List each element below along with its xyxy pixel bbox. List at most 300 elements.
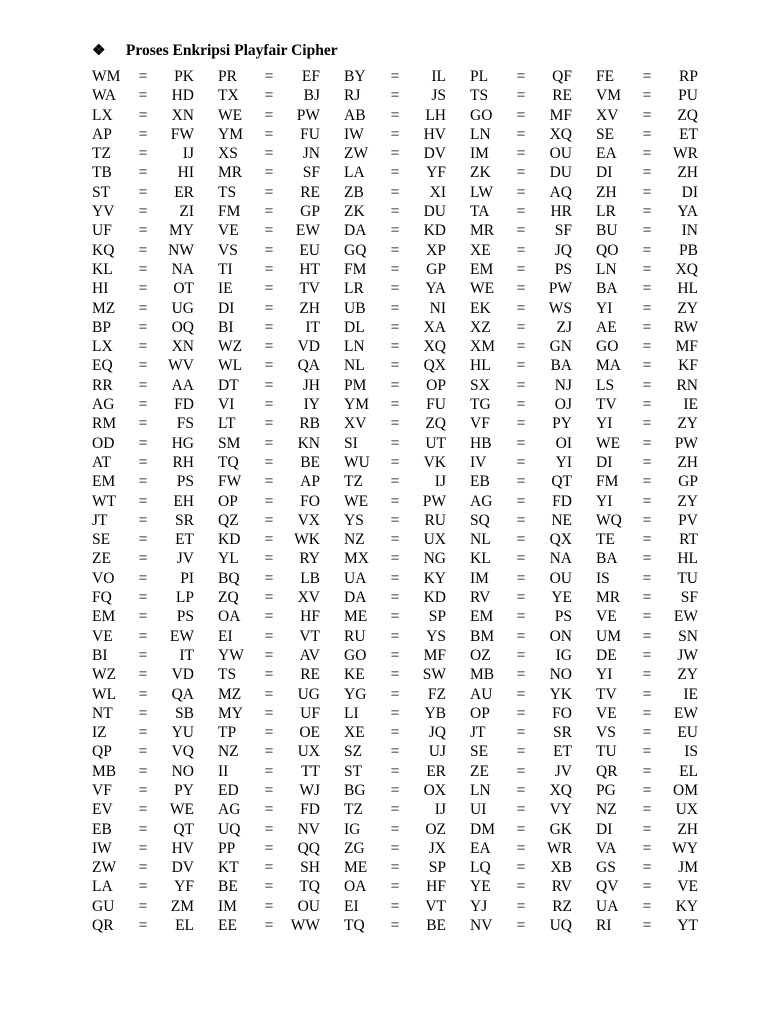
digraph-row <box>218 376 344 395</box>
digraph-row <box>92 820 218 839</box>
digraph-row <box>92 106 218 125</box>
plaintext-pair: TE <box>596 531 615 549</box>
plaintext-pair: LS <box>596 376 615 394</box>
plaintext-pair: BE <box>218 878 238 896</box>
plaintext-pair: SE <box>92 531 111 549</box>
equals-sign: = <box>264 724 274 742</box>
equals-sign: = <box>390 318 400 336</box>
ciphertext-pair: EU <box>677 724 698 742</box>
equals-sign: = <box>642 859 652 877</box>
equals-sign: = <box>390 164 400 182</box>
plaintext-pair: XV <box>344 415 367 433</box>
digraph-row <box>344 858 470 877</box>
plaintext-pair: IM <box>470 145 489 163</box>
ciphertext-pair: PW <box>296 106 320 124</box>
ciphertext-pair: ZY <box>677 415 698 433</box>
ciphertext-pair: RH <box>172 453 194 471</box>
ciphertext-pair: EW <box>169 627 194 645</box>
plaintext-pair: II <box>218 762 229 780</box>
ciphertext-pair: ET <box>175 531 194 549</box>
digraph-row <box>344 221 470 240</box>
ciphertext-pair: XB <box>550 859 572 877</box>
ciphertext-pair: YF <box>426 164 446 182</box>
equals-sign: = <box>516 917 526 935</box>
digraph-row <box>344 279 470 298</box>
ciphertext-pair: WW <box>290 917 320 935</box>
digraph-row <box>596 279 722 298</box>
plaintext-pair: KD <box>218 531 241 549</box>
equals-sign: = <box>264 646 274 664</box>
ciphertext-pair: PB <box>679 241 698 259</box>
equals-sign: = <box>516 68 526 85</box>
ciphertext-pair: IL <box>431 68 446 85</box>
equals-sign: = <box>390 280 400 298</box>
equals-sign: = <box>390 87 400 105</box>
ciphertext-pair: KY <box>423 569 446 587</box>
equals-sign: = <box>138 241 148 259</box>
digraph-row <box>92 241 218 260</box>
equals-sign: = <box>642 222 652 240</box>
digraph-column <box>344 67 470 935</box>
equals-sign: = <box>516 299 526 317</box>
digraph-row <box>92 299 218 318</box>
ciphertext-pair: NO <box>549 666 572 684</box>
equals-sign: = <box>390 203 400 221</box>
ciphertext-pair: NJ <box>554 376 572 394</box>
digraph-row <box>218 685 344 704</box>
ciphertext-pair: RT <box>679 531 698 549</box>
digraph-row <box>596 86 722 105</box>
equals-sign: = <box>390 357 400 375</box>
equals-sign: = <box>516 145 526 163</box>
plaintext-pair: IE <box>218 280 233 298</box>
digraph-row <box>92 800 218 819</box>
ciphertext-pair: VE <box>677 878 698 896</box>
digraph-row <box>470 125 596 144</box>
equals-sign: = <box>516 183 526 201</box>
plaintext-pair: IM <box>470 569 489 587</box>
plaintext-pair: AE <box>596 318 617 336</box>
plaintext-pair: IM <box>218 897 237 915</box>
equals-sign: = <box>516 164 526 182</box>
digraph-row <box>344 607 470 626</box>
ciphertext-pair: LH <box>425 106 446 124</box>
equals-sign: = <box>516 801 526 819</box>
plaintext-pair: WE <box>596 434 621 452</box>
ciphertext-pair: DU <box>549 164 572 182</box>
digraph-row <box>344 723 470 742</box>
digraph-row <box>596 472 722 491</box>
plaintext-pair: BU <box>596 222 618 240</box>
ciphertext-pair: QX <box>549 531 572 549</box>
ciphertext-pair: IY <box>303 396 320 414</box>
digraph-row <box>92 125 218 144</box>
ciphertext-pair: KF <box>678 357 698 375</box>
ciphertext-pair: UG <box>171 299 194 317</box>
equals-sign: = <box>138 569 148 587</box>
equals-sign: = <box>138 839 148 857</box>
plaintext-pair: LN <box>344 338 365 356</box>
plaintext-pair: GS <box>596 859 616 877</box>
equals-sign: = <box>264 87 274 105</box>
equals-sign: = <box>516 280 526 298</box>
digraph-row <box>596 183 722 202</box>
ciphertext-pair: PV <box>678 511 698 529</box>
equals-sign: = <box>390 338 400 356</box>
plaintext-pair: BQ <box>218 569 240 587</box>
plaintext-pair: ME <box>344 859 368 877</box>
ciphertext-pair: QT <box>173 820 194 838</box>
ciphertext-pair: EU <box>299 241 320 259</box>
digraph-row <box>92 588 218 607</box>
equals-sign: = <box>642 762 652 780</box>
ciphertext-pair: KY <box>675 897 698 915</box>
equals-sign: = <box>264 820 274 838</box>
ciphertext-pair: PY <box>552 415 572 433</box>
digraph-row <box>596 530 722 549</box>
equals-sign: = <box>264 762 274 780</box>
ciphertext-pair: ZH <box>677 820 698 838</box>
digraph-row <box>92 337 218 356</box>
equals-sign: = <box>138 608 148 626</box>
digraph-row <box>92 472 218 491</box>
plaintext-pair: TP <box>218 724 237 742</box>
equals-sign: = <box>264 145 274 163</box>
digraph-row <box>596 549 722 568</box>
equals-sign: = <box>138 260 148 278</box>
equals-sign: = <box>516 859 526 877</box>
equals-sign: = <box>138 145 148 163</box>
equals-sign: = <box>264 396 274 414</box>
ciphertext-pair: PS <box>554 260 572 278</box>
plaintext-pair: NT <box>92 704 113 722</box>
plaintext-pair: ZW <box>92 859 117 877</box>
plaintext-pair: SZ <box>344 743 363 761</box>
digraph-row <box>344 897 470 916</box>
digraph-row <box>218 511 344 530</box>
ciphertext-pair: ET <box>553 743 572 761</box>
equals-sign: = <box>138 820 148 838</box>
digraph-row <box>218 742 344 761</box>
equals-sign: = <box>516 569 526 587</box>
digraph-row <box>344 202 470 221</box>
digraph-row <box>92 897 218 916</box>
ciphertext-pair: OM <box>673 781 698 799</box>
ciphertext-pair: UQ <box>549 917 572 935</box>
ciphertext-pair: SP <box>428 859 446 877</box>
equals-sign: = <box>642 589 652 607</box>
equals-sign: = <box>642 608 652 626</box>
plaintext-pair: TV <box>596 396 617 414</box>
equals-sign: = <box>138 376 148 394</box>
equals-sign: = <box>642 897 652 915</box>
plaintext-pair: XE <box>344 724 365 742</box>
digraph-row <box>344 453 470 472</box>
digraph-row <box>470 665 596 684</box>
plaintext-pair: TB <box>92 164 112 182</box>
ciphertext-pair: OU <box>549 145 572 163</box>
equals-sign: = <box>264 299 274 317</box>
ciphertext-pair: VT <box>425 897 446 915</box>
ciphertext-pair: WV <box>168 357 194 375</box>
plaintext-pair: VE <box>92 627 113 645</box>
equals-sign: = <box>264 453 274 471</box>
plaintext-pair: ZG <box>344 839 365 857</box>
plaintext-pair: ME <box>344 608 368 626</box>
ciphertext-pair: KD <box>423 222 446 240</box>
digraph-row <box>344 665 470 684</box>
equals-sign: = <box>642 531 652 549</box>
ciphertext-pair: JN <box>302 145 320 163</box>
plaintext-pair: DI <box>218 299 235 317</box>
equals-sign: = <box>264 415 274 433</box>
plaintext-pair: WQ <box>596 511 622 529</box>
digraph-row <box>92 607 218 626</box>
digraph-row <box>470 86 596 105</box>
equals-sign: = <box>642 164 652 182</box>
plaintext-pair: EA <box>470 839 491 857</box>
digraph-row <box>596 897 722 916</box>
digraph-row <box>218 299 344 318</box>
plaintext-pair: RV <box>470 589 491 607</box>
plaintext-pair: VM <box>596 87 621 105</box>
equals-sign: = <box>264 203 274 221</box>
digraph-row <box>218 202 344 221</box>
plaintext-pair: UB <box>344 299 366 317</box>
ciphertext-pair: GP <box>300 203 320 221</box>
equals-sign: = <box>264 68 274 85</box>
plaintext-pair: VE <box>218 222 239 240</box>
digraph-row <box>596 492 722 511</box>
plaintext-pair: SI <box>344 434 358 452</box>
ciphertext-pair: IE <box>683 396 698 414</box>
digraph-row <box>596 376 722 395</box>
equals-sign: = <box>516 878 526 896</box>
ciphertext-pair: IJ <box>434 473 446 491</box>
digraph-row <box>470 260 596 279</box>
plaintext-pair: PM <box>344 376 367 394</box>
plaintext-pair: SQ <box>470 511 490 529</box>
digraph-row <box>470 453 596 472</box>
ciphertext-pair: FD <box>300 801 320 819</box>
ciphertext-pair: WS <box>548 299 572 317</box>
equals-sign: = <box>642 357 652 375</box>
digraph-row <box>596 67 722 86</box>
plaintext-pair: WE <box>344 492 369 510</box>
ciphertext-pair: YE <box>551 589 572 607</box>
digraph-row <box>470 685 596 704</box>
plaintext-pair: JT <box>470 724 486 742</box>
digraph-row <box>218 723 344 742</box>
ciphertext-pair: SF <box>302 164 320 182</box>
equals-sign: = <box>264 125 274 143</box>
digraph-row <box>92 511 218 530</box>
ciphertext-pair: WR <box>673 145 698 163</box>
plaintext-pair: TI <box>218 260 233 278</box>
digraph-row <box>470 299 596 318</box>
plaintext-pair: FW <box>218 473 242 491</box>
ciphertext-pair: YA <box>425 280 446 298</box>
ciphertext-pair: IG <box>555 646 572 664</box>
plaintext-pair: UQ <box>218 820 241 838</box>
equals-sign: = <box>516 589 526 607</box>
equals-sign: = <box>390 839 400 857</box>
digraph-row <box>596 762 722 781</box>
ciphertext-pair: MF <box>423 646 446 664</box>
digraph-row <box>344 472 470 491</box>
plaintext-pair: LN <box>470 781 491 799</box>
digraph-row <box>92 916 218 935</box>
ciphertext-pair: PW <box>674 434 698 452</box>
equals-sign: = <box>138 704 148 722</box>
ciphertext-pair: GP <box>426 260 446 278</box>
equals-sign: = <box>516 839 526 857</box>
equals-sign: = <box>390 145 400 163</box>
equals-sign: = <box>138 299 148 317</box>
digraph-row <box>470 472 596 491</box>
ciphertext-pair: NA <box>171 260 194 278</box>
plaintext-pair: ZW <box>344 145 369 163</box>
ciphertext-pair: QQ <box>297 839 320 857</box>
ciphertext-pair: FD <box>552 492 572 510</box>
plaintext-pair: OP <box>470 704 490 722</box>
equals-sign: = <box>390 222 400 240</box>
plaintext-pair: SE <box>596 125 615 143</box>
equals-sign: = <box>642 704 652 722</box>
equals-sign: = <box>516 724 526 742</box>
ciphertext-pair: OQ <box>171 318 194 336</box>
equals-sign: = <box>264 164 274 182</box>
equals-sign: = <box>138 878 148 896</box>
digraph-row <box>470 395 596 414</box>
ciphertext-pair: NA <box>549 550 572 568</box>
ciphertext-pair: QF <box>552 68 572 85</box>
equals-sign: = <box>390 646 400 664</box>
ciphertext-pair: OX <box>423 781 446 799</box>
equals-sign: = <box>390 183 400 201</box>
digraph-row <box>218 665 344 684</box>
ciphertext-pair: NG <box>423 550 446 568</box>
equals-sign: = <box>138 453 148 471</box>
plaintext-pair: UM <box>596 627 621 645</box>
equals-sign: = <box>264 550 274 568</box>
equals-sign: = <box>264 897 274 915</box>
plaintext-pair: LW <box>470 183 493 201</box>
equals-sign: = <box>138 917 148 935</box>
plaintext-pair: OA <box>344 878 367 896</box>
plaintext-pair: EQ <box>92 357 113 375</box>
digraph-row <box>470 627 596 646</box>
equals-sign: = <box>516 531 526 549</box>
digraph-row <box>344 569 470 588</box>
plaintext-pair: ST <box>344 762 363 780</box>
ciphertext-pair: SF <box>680 589 698 607</box>
plaintext-pair: EB <box>92 820 112 838</box>
plaintext-pair: UA <box>344 569 367 587</box>
equals-sign: = <box>264 569 274 587</box>
equals-sign: = <box>516 820 526 838</box>
plaintext-pair: WZ <box>218 338 243 356</box>
equals-sign: = <box>642 434 652 452</box>
plaintext-pair: QR <box>92 917 114 935</box>
ciphertext-pair: JQ <box>428 724 446 742</box>
ciphertext-pair: LP <box>175 589 194 607</box>
ciphertext-pair: PW <box>422 492 446 510</box>
plaintext-pair: ZH <box>596 183 617 201</box>
ciphertext-pair: HL <box>677 550 698 568</box>
digraph-row <box>344 318 470 337</box>
plaintext-pair: YI <box>596 492 613 510</box>
digraph-row <box>596 356 722 375</box>
digraph-row <box>596 916 722 935</box>
ciphertext-pair: MF <box>549 106 572 124</box>
plaintext-pair: BG <box>344 781 366 799</box>
plaintext-pair: GO <box>344 646 367 664</box>
equals-sign: = <box>264 260 274 278</box>
equals-sign: = <box>642 473 652 491</box>
digraph-row <box>92 839 218 858</box>
ciphertext-pair: TQ <box>299 878 320 896</box>
equals-sign: = <box>138 627 148 645</box>
digraph-row <box>344 414 470 433</box>
equals-sign: = <box>264 801 274 819</box>
equals-sign: = <box>516 646 526 664</box>
plaintext-pair: TU <box>596 743 617 761</box>
plaintext-pair: VS <box>596 724 616 742</box>
digraph-row <box>596 144 722 163</box>
ciphertext-pair: UX <box>423 531 446 549</box>
plaintext-pair: EM <box>92 473 116 491</box>
plaintext-pair: YV <box>92 203 115 221</box>
ciphertext-pair: IJ <box>182 145 194 163</box>
equals-sign: = <box>138 743 148 761</box>
plaintext-pair: SM <box>218 434 241 452</box>
plaintext-pair: QR <box>596 762 618 780</box>
plaintext-pair: TX <box>218 87 239 105</box>
plaintext-pair: MR <box>470 222 495 240</box>
digraph-row <box>470 781 596 800</box>
ciphertext-pair: RB <box>299 415 320 433</box>
ciphertext-pair: OP <box>426 376 446 394</box>
equals-sign: = <box>138 183 148 201</box>
digraph-row <box>344 434 470 453</box>
equals-sign: = <box>516 376 526 394</box>
ciphertext-pair: AV <box>299 646 320 664</box>
plaintext-pair: TS <box>470 87 489 105</box>
equals-sign: = <box>642 801 652 819</box>
ciphertext-pair: JV <box>176 550 194 568</box>
digraph-row <box>344 163 470 182</box>
digraph-row <box>218 762 344 781</box>
equals-sign: = <box>516 473 526 491</box>
ciphertext-pair: JV <box>554 762 572 780</box>
equals-sign: = <box>264 839 274 857</box>
equals-sign: = <box>642 743 652 761</box>
equals-sign: = <box>642 203 652 221</box>
ciphertext-pair: YI <box>555 453 572 471</box>
digraph-row <box>596 125 722 144</box>
equals-sign: = <box>642 125 652 143</box>
plaintext-pair: GO <box>596 338 619 356</box>
ciphertext-pair: ZH <box>299 299 320 317</box>
digraph-row <box>92 260 218 279</box>
plaintext-pair: ZE <box>92 550 111 568</box>
plaintext-pair: YJ <box>470 897 488 915</box>
ciphertext-pair: OZ <box>425 820 446 838</box>
ciphertext-pair: QA <box>297 357 320 375</box>
digraph-row <box>92 627 218 646</box>
heading-title: Proses Enkripsi Playfair Cipher <box>125 42 338 59</box>
